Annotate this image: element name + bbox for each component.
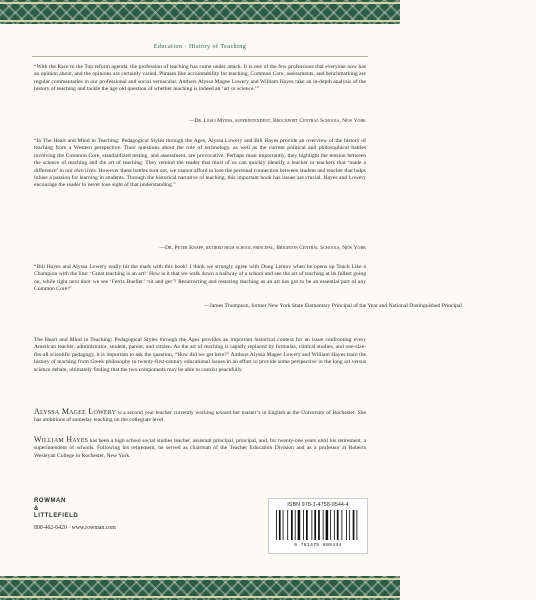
blurb-1-text: “With the Race to the Top reform agenda, the profession of teaching has come under attack. It is one of the few professions that everyone now has an opinion about, and the opinions are certainly varied. Phrases like accountability for teaching, Common Core, assessments, and benchmarking are regular commentaries in our professional and social vernacular. Authors Alyssa Magee Lowery and William Hayes take an in-depth analysis of the history of teaching and tackle the age old question of whether teaching is indeed an ‘art or science.’” [34, 64, 366, 93]
divider [32, 56, 368, 57]
blurb-2-text: “In The Heart and Mind in Teaching: Pedagogical Styles through the Ages, Alyssa Lowery and Bill Hayes provide an overview of the history of teaching from a Western perspective. Their questions about the role of technology, as well as the current political and philosophical battles involving the Common Core, standardized testing, and assessment, are provocative. Perhaps most importantly, they highlight the tension between the science of teaching and the art of teaching. They remind the reader that most of us can quickly identify a teacher or teachers that ‘made a difference’ in our own lives. However these battles turn out, we cannot afford to lose the personal connection between student and teacher that helps infuse a passion for learning in students. Through the historical narrative of teaching, this important book has issues are crucial. Hayes and Lowery encourage the reader to never lose sight of that understanding.” [34, 138, 366, 189]
ean-digits: 9 781475 805444 [294, 543, 342, 548]
author-name: William Hayes [34, 435, 89, 444]
decorative-band-top [0, 0, 400, 24]
decorative-band-bottom [0, 576, 400, 600]
barcode-bars [275, 510, 361, 540]
author-name: Alyssa Magee Lowery [34, 407, 117, 416]
isbn-barcode [268, 498, 368, 554]
isbn-text: ISBN 978-1-4758-0544-4 [287, 502, 349, 508]
blurb-3-attribution: —James Thompson, former New York State Elementary Principal of the Year and National Distinguished Principal [204, 303, 462, 309]
author-bio-hayes: William Hayes has been a high school social studies teacher, assistant principal, principal, and, for twenty-one years until his retirement, a superintendent of schools. Following his retirement, he served as chairman of the Teacher Education Division and as a professor at Roberts Wesleyan College in Rochester, New York. [34, 435, 366, 459]
book-description: The Heart and Mind in Teaching: Pedagogical Styles through the Ages provides an important historical context for an issue confronting every American teacher, administrator, student, parent, and citizen. As the art of teaching is rapidly replaced by formulas, clinical studies, and one-size-fits-all scientific pedagogy, it is important to ask the question, “How did we get here?” Authors Alyssa Magee Lowery and William Hayes trace the history of teaching from Greek philosophy to twenty-first-century educational issues in an effort to provide some perspective in the long art versus science debate, ultimately finding that the two components may be able to coexist peacefully. [34, 337, 366, 373]
blurb-3-text: “Bill Hayes and Alyssa Lowery really hit the mark with this book! I think we strongly agree with Doug Lemov when he opens up Teach Like a Champion with the line: ‘Great teaching is an art!’ How is it that we walk down a hallway of a school and see the art of teaching at its fullest going on, while right next door we see ‘Ferris Bueller’ ‘sit and get’? Resurrecting and restoring teaching as an art has got to be an essential part of any Common Core!” [34, 264, 366, 293]
publisher-contact: 800-462-6420 · www.rowman.com [34, 525, 116, 531]
author-bio-lowery: Alyssa Magee Lowery is a second year teacher currently working toward her master’s in English at the University of Rochester. She has ambitions of someday teaching on the collegiate level. [34, 407, 366, 424]
category-label: Education · History of Teaching [153, 44, 247, 50]
blurb-1-attribution: —Dr. Lesli Myers, superintendent, Brockport Central Schools, New York [188, 118, 366, 124]
blurb-2-attribution: —Dr. Peter Knapp, retired high school principal, Brighton Central Schools, New York [159, 245, 366, 251]
publisher-logo: ROWMAN & LITTLEFIELD [34, 498, 79, 520]
